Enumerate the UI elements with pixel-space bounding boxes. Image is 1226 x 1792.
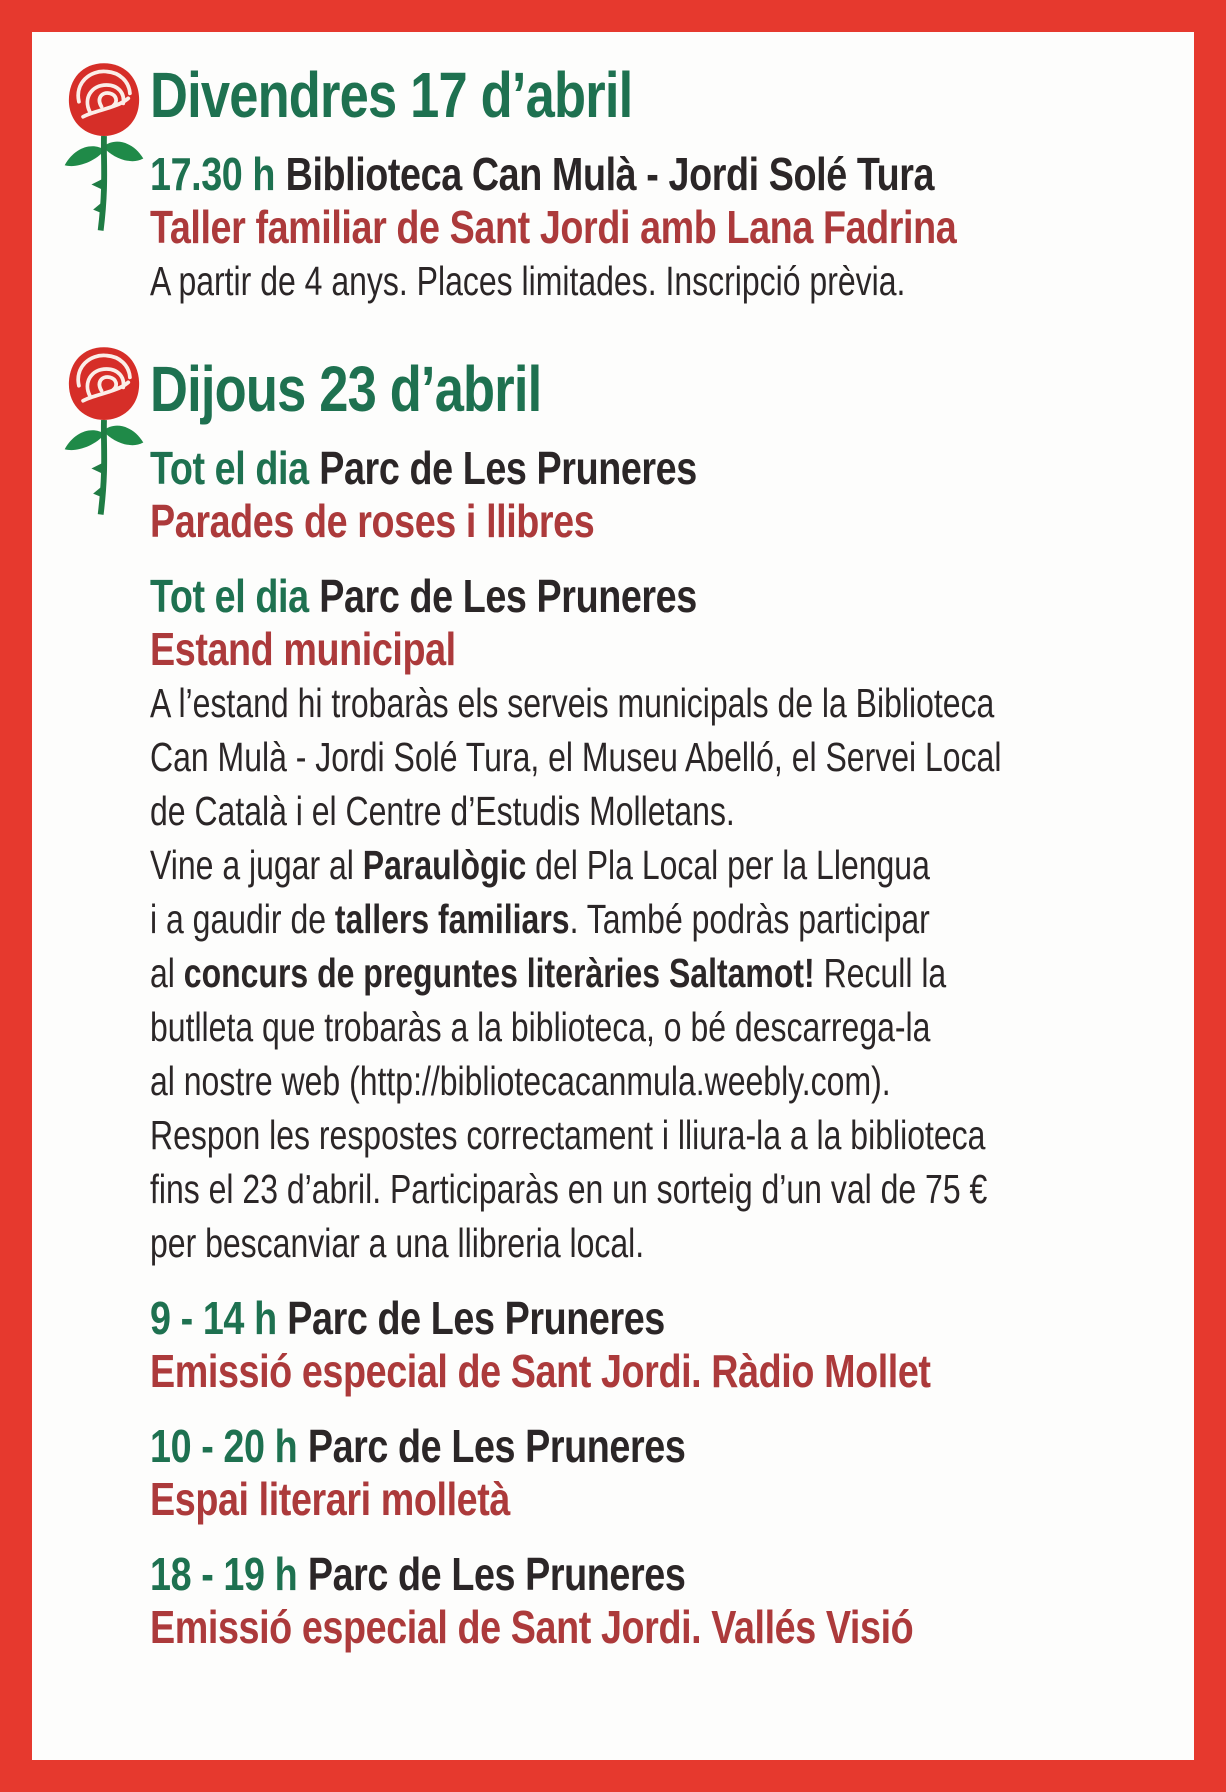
rose-icon xyxy=(58,342,150,518)
text-segment: fins el 23 d’abril. Participaràs en un sorteig d’un val de 75 € xyxy=(150,1166,988,1212)
event-title: Emissió especial de Sant Jordi. Ràdio Mollet xyxy=(150,1345,931,1397)
text-segment: Can Mulà - Jordi Solé Tura, el Museu Abelló, el Servei Local xyxy=(150,734,1002,780)
text-segment: Paraulògic xyxy=(362,842,527,888)
event-time-place xyxy=(150,570,1006,623)
rose-leaf-left xyxy=(65,430,105,450)
days xyxy=(32,59,1194,1790)
text-segment: . També podràs participar xyxy=(569,896,930,942)
event-time-place xyxy=(150,148,1006,201)
text-segment: A l’estand hi trobaràs els serveis municipals de la Biblioteca xyxy=(150,680,995,726)
event-time-place xyxy=(150,1548,1006,1601)
event xyxy=(150,570,1194,1270)
event-description xyxy=(150,676,1194,1270)
event-time-place xyxy=(150,1292,1006,1345)
event-time-place xyxy=(150,1420,1006,1473)
event xyxy=(150,1292,1194,1398)
event-place: Parc de Les Pruneres xyxy=(319,570,697,622)
event-note: A partir de 4 anys. Places limitades. Inscripció prèvia. xyxy=(150,258,906,304)
description-line xyxy=(150,730,1002,784)
rose-leaf-right xyxy=(103,426,143,446)
event-title: Espai literari molletà xyxy=(150,1473,510,1525)
description-line xyxy=(150,784,964,838)
text-segment: Respon les respostes correctament i lliura-la a la biblioteca xyxy=(150,1112,986,1158)
event-title: Emissió especial de Sant Jordi. Vallés Visió xyxy=(150,1601,914,1653)
text-segment: al xyxy=(150,950,184,996)
day-title: Divendres 17 d’abril xyxy=(150,59,633,131)
description-line xyxy=(150,1216,964,1270)
event-title: Taller familiar de Sant Jordi amb Lana Fadrina xyxy=(150,201,957,253)
event-title: Parades de roses i llibres xyxy=(150,495,595,547)
text-segment: del Pla Local per la Llengua xyxy=(526,842,930,888)
text-segment: Recull la xyxy=(814,950,947,996)
event-time: Tot el dia xyxy=(150,570,309,622)
event-place: Biblioteca Can Mulà - Jordi Solé Tura xyxy=(285,148,935,200)
day-section xyxy=(32,59,1194,308)
rose-thorn xyxy=(91,179,104,191)
text-segment: butlleta que trobaràs a la biblioteca, o bé descarrega-la xyxy=(150,1004,931,1050)
day-section xyxy=(32,353,1194,1654)
event-time-place xyxy=(150,442,1006,495)
description-line xyxy=(150,1162,988,1216)
rose-thorn xyxy=(93,202,103,214)
text-segment: per bescanviar a una llibreria local. xyxy=(150,1220,645,1266)
event xyxy=(150,148,1194,308)
event-time: Tot el dia xyxy=(150,442,309,494)
rose-leaf-left xyxy=(65,146,105,166)
event-place: Parc de Les Pruneres xyxy=(307,1420,686,1472)
description-line xyxy=(150,1054,964,1108)
event-place: Parc de Les Pruneres xyxy=(307,1548,686,1600)
rose-thorn xyxy=(91,463,104,475)
event-time: 17.30 h xyxy=(150,148,276,200)
text-segment: i a gaudir de xyxy=(150,896,335,942)
event xyxy=(150,1548,1194,1654)
description-line xyxy=(150,1000,964,1054)
description-line xyxy=(150,838,964,892)
event-place: Parc de Les Pruneres xyxy=(319,442,697,494)
description-line xyxy=(150,1108,986,1162)
description-line xyxy=(150,676,995,730)
event-time: 9 - 14 h xyxy=(150,1292,277,1344)
event-place: Parc de Les Pruneres xyxy=(287,1292,665,1344)
rose-leaf-right xyxy=(103,142,143,162)
text-segment: tallers familiars xyxy=(334,896,570,942)
text-segment: de Català i el Centre d’Estudis Molletans. xyxy=(150,788,735,834)
day-title: Dijous 23 d’abril xyxy=(150,353,542,425)
text-segment: concurs de preguntes literàries Saltamot! xyxy=(183,950,815,996)
text-segment: al nostre web (http://bibliotecacanmula.weebly.com). xyxy=(150,1058,891,1104)
event-time: 18 - 19 h xyxy=(150,1548,298,1600)
description-line xyxy=(150,946,964,1000)
event xyxy=(150,1420,1194,1526)
event-title: Estand municipal xyxy=(150,623,456,675)
rose-icon xyxy=(58,58,150,234)
text-segment: Vine a jugar al xyxy=(150,842,363,888)
event xyxy=(150,442,1194,548)
rose-thorn xyxy=(93,486,103,498)
event-time: 10 - 20 h xyxy=(150,1420,298,1472)
description-line xyxy=(150,892,964,946)
